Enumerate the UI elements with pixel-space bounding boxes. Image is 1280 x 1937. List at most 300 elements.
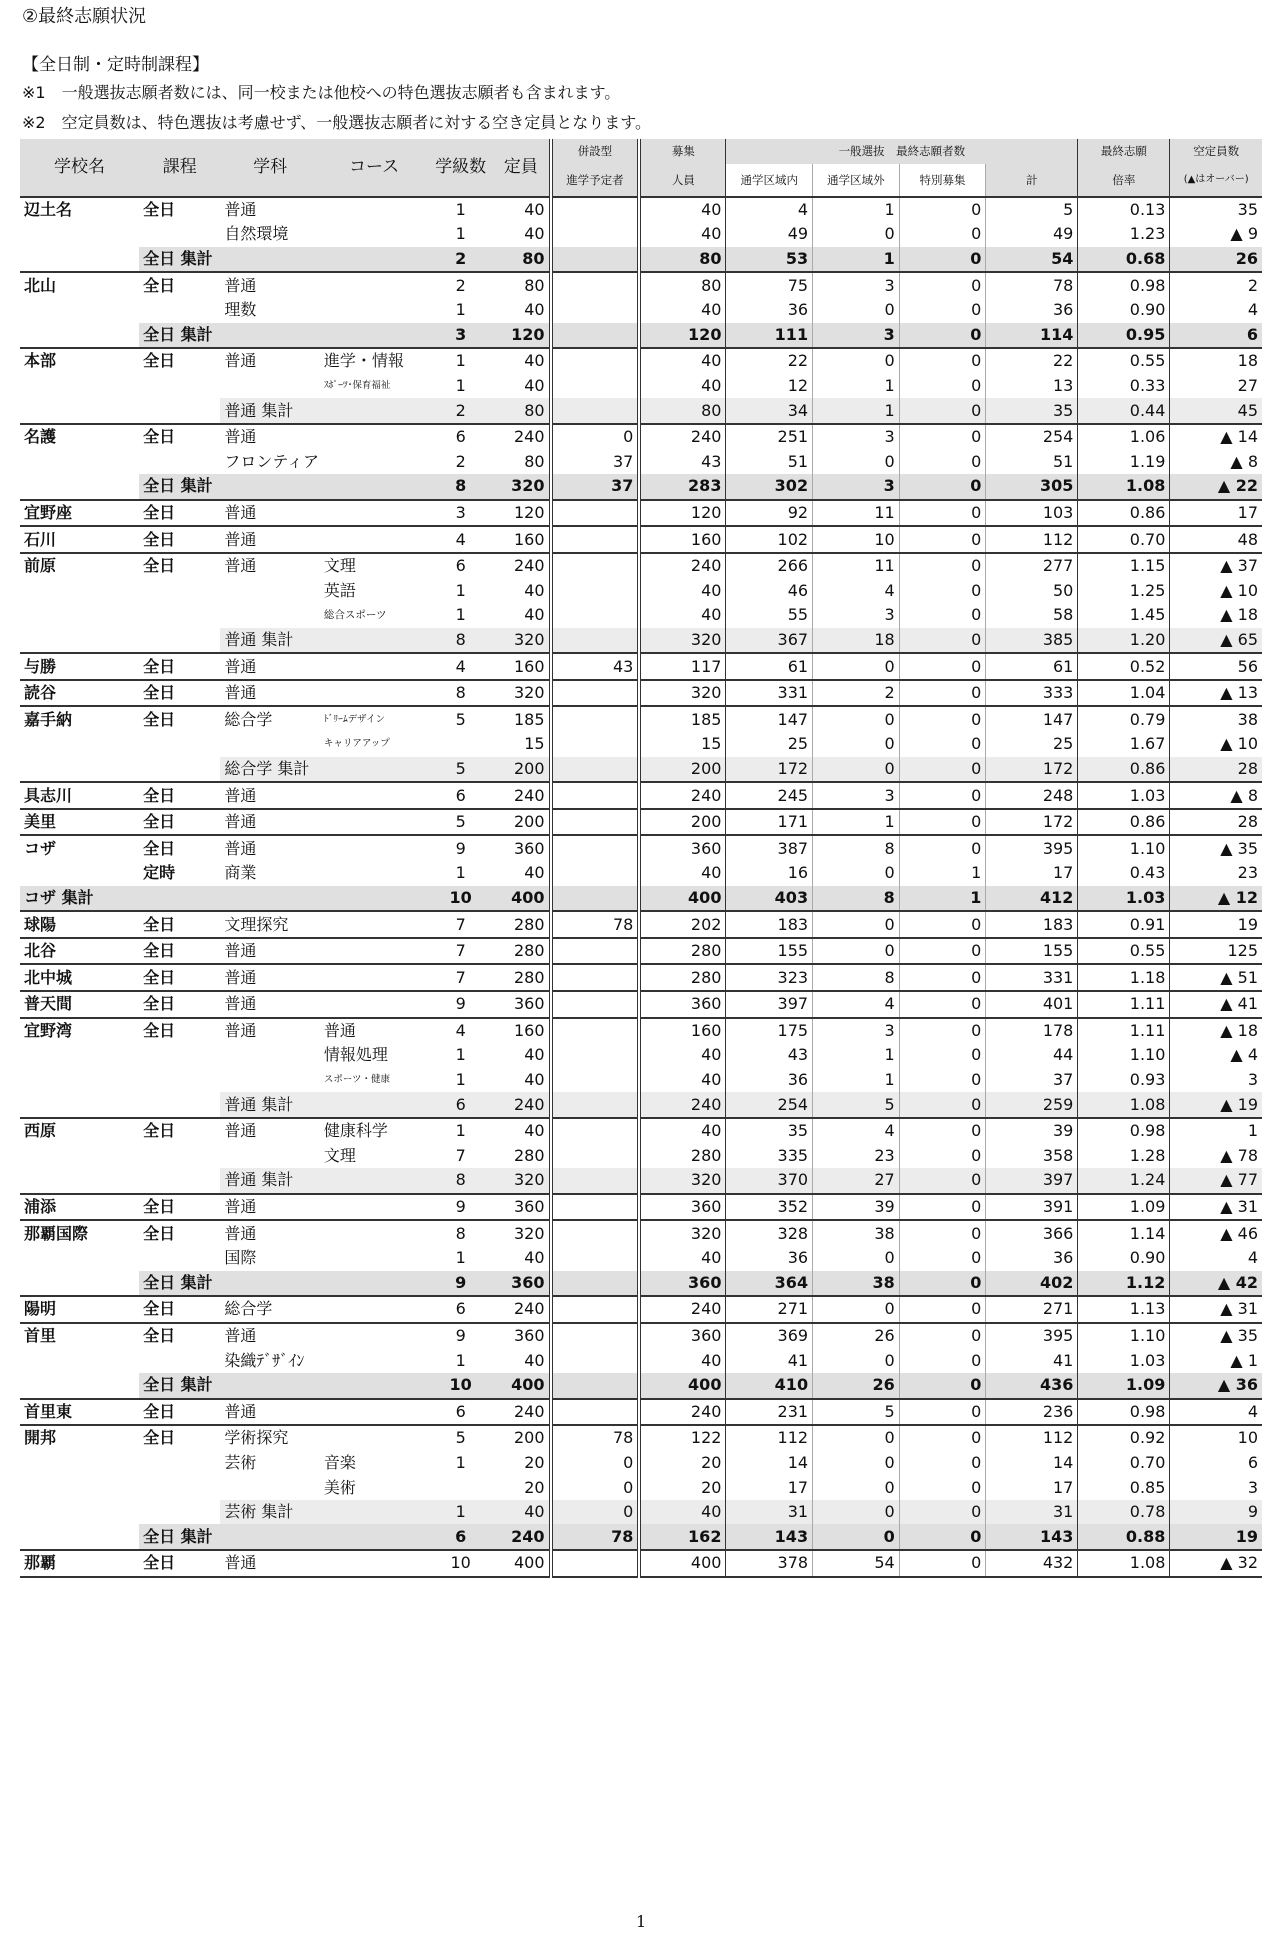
- school-name: [20, 222, 139, 247]
- table-row: [20, 680, 1262, 707]
- recruit-count: 40: [639, 603, 726, 628]
- recruit-count: 40: [639, 222, 726, 247]
- recruit-count: 40: [639, 1246, 726, 1271]
- vacancy-count: ▲ 10: [1170, 732, 1262, 757]
- school-name: 宜野湾: [20, 1018, 139, 1044]
- class-count: 1: [455, 863, 466, 883]
- recruit-count: 40: [639, 197, 726, 223]
- heisetsu-students: [551, 886, 640, 912]
- recruit-count: 80: [639, 272, 726, 298]
- table-row: [20, 298, 1262, 323]
- department: 普通: [220, 809, 320, 836]
- total-count: 331: [986, 964, 1078, 991]
- in-district-count: 378: [726, 1550, 813, 1577]
- total-count: 35: [986, 398, 1078, 424]
- class-count: 8: [428, 1168, 493, 1194]
- out-district-count: 1: [813, 374, 900, 399]
- in-district-count: 51: [726, 450, 813, 475]
- capacity: 240: [493, 424, 550, 450]
- department: [220, 474, 320, 500]
- vacancy-count: ▲ 35: [1170, 835, 1262, 861]
- course-type: 全日: [139, 272, 220, 298]
- course-name: [320, 938, 428, 965]
- applicant-status-table: [20, 139, 1262, 1578]
- out-district-count: 0: [813, 732, 900, 757]
- section-subtitle: 【全日制・定時制課程】: [22, 55, 209, 75]
- subtotal-label: 普通 集計: [220, 628, 320, 654]
- table-row: [20, 553, 1262, 579]
- in-district-count: 53: [726, 247, 813, 273]
- subtotal-label: 全日 集計: [139, 1271, 220, 1297]
- in-district-count: 323: [726, 964, 813, 991]
- total-count: 358: [986, 1144, 1078, 1169]
- school-name: [20, 323, 139, 349]
- total-count: 391: [986, 1194, 1078, 1221]
- capacity: 40: [493, 1118, 550, 1144]
- school-name: [20, 474, 139, 500]
- department: [220, 247, 320, 273]
- department: 普通: [220, 348, 320, 374]
- course-type: [139, 1348, 220, 1373]
- recruit-count: 117: [639, 653, 726, 680]
- total-count: 114: [986, 323, 1078, 349]
- department: [220, 886, 320, 912]
- heisetsu-students: [551, 732, 640, 757]
- course-type: [139, 374, 220, 399]
- course-type: 全日: [139, 424, 220, 450]
- course-name: [320, 1092, 428, 1118]
- in-district-count: 245: [726, 782, 813, 809]
- out-district-count: 1: [813, 197, 900, 223]
- vacancy-count: ▲ 8: [1170, 450, 1262, 475]
- capacity: 320: [493, 1168, 550, 1194]
- special-count: 0: [899, 222, 986, 247]
- course-name: [320, 1168, 428, 1194]
- capacity: 320: [493, 680, 550, 707]
- department: 普通: [220, 526, 320, 553]
- total-count: 178: [986, 1018, 1078, 1044]
- in-district-count: 254: [726, 1092, 813, 1118]
- special-count: 0: [899, 757, 986, 783]
- heisetsu-students: [551, 323, 640, 349]
- department: [220, 1271, 320, 1297]
- special-count: 0: [899, 1118, 986, 1144]
- total-count: 305: [986, 474, 1078, 500]
- department: [220, 374, 320, 399]
- table-row: [20, 991, 1262, 1018]
- class-count: 5: [428, 809, 493, 836]
- school-name: 開邦: [20, 1425, 139, 1451]
- school-name: [20, 1524, 139, 1550]
- recruit-count: 40: [639, 1348, 726, 1373]
- course-type: 全日: [139, 911, 220, 938]
- school-name: 美里: [20, 809, 139, 836]
- total-count: 333: [986, 680, 1078, 707]
- out-district-count: 4: [813, 579, 900, 604]
- application-ratio: 0.79: [1078, 706, 1170, 732]
- capacity: 200: [493, 757, 550, 783]
- department: [220, 1144, 320, 1169]
- vacancy-count: ▲ 8: [1170, 782, 1262, 809]
- course-type: 全日: [139, 991, 220, 1018]
- capacity: 20: [524, 1452, 545, 1472]
- special-count: 0: [899, 1524, 986, 1550]
- course-name: 進学・情報: [320, 348, 428, 374]
- out-district-count: 0: [813, 1246, 900, 1271]
- recruit-count: 80: [639, 247, 726, 273]
- class-count: 1: [428, 348, 493, 374]
- department: 普通: [220, 991, 320, 1018]
- class-count: 9: [428, 1194, 493, 1221]
- in-district-count: 266: [726, 553, 813, 579]
- total-count: 51: [986, 450, 1078, 475]
- capacity: 40: [524, 1350, 545, 1370]
- out-district-count: 11: [813, 500, 900, 527]
- table-row: [20, 964, 1262, 991]
- in-district-count: 302: [726, 474, 813, 500]
- course-name: [320, 450, 428, 475]
- course-name: [320, 247, 428, 273]
- subtotal-row: [20, 247, 1262, 273]
- course-name: [320, 886, 428, 912]
- department: 普通: [220, 782, 320, 809]
- out-district-count: 4: [813, 1118, 900, 1144]
- special-count: 0: [899, 809, 986, 836]
- recruit-count: 160: [639, 526, 726, 553]
- col-recruit-bottom: 人員: [639, 164, 726, 197]
- special-count: 0: [899, 474, 986, 500]
- capacity: 185: [493, 706, 550, 732]
- recruit-count: 400: [639, 1550, 726, 1577]
- total-count: 183: [986, 911, 1078, 938]
- school-name: 嘉手納: [20, 706, 139, 732]
- course-name: [320, 1246, 428, 1271]
- application-ratio: 0.13: [1078, 197, 1170, 223]
- table-row: [20, 1194, 1262, 1221]
- total-count: 277: [986, 553, 1078, 579]
- application-ratio: 1.19: [1078, 450, 1170, 475]
- total-count: 44: [986, 1043, 1078, 1068]
- application-ratio: 1.20: [1078, 628, 1170, 654]
- application-ratio: 0.68: [1078, 247, 1170, 273]
- department: 普通: [220, 1118, 320, 1144]
- in-district-count: 17: [726, 1475, 813, 1500]
- capacity: 160: [493, 1018, 550, 1044]
- out-district-count: 1: [813, 809, 900, 836]
- course-name: [320, 1524, 428, 1550]
- course-type: 全日: [139, 1194, 220, 1221]
- recruit-count: 240: [639, 1399, 726, 1426]
- vacancy-count: ▲ 1: [1170, 1348, 1262, 1373]
- out-district-count: 3: [813, 272, 900, 298]
- school-name: [20, 861, 139, 886]
- special-count: 0: [899, 1092, 986, 1118]
- school-name: [20, 1500, 139, 1525]
- class-count: 9: [428, 1271, 493, 1297]
- course-name: [320, 474, 428, 500]
- class-count: 1: [428, 1118, 493, 1144]
- total-count: 50: [986, 579, 1078, 604]
- heisetsu-students: [551, 526, 640, 553]
- course-name: スポーツ・健康: [323, 1074, 391, 1086]
- vacancy-count: ▲ 13: [1170, 680, 1262, 707]
- application-ratio: 1.28: [1078, 1144, 1170, 1169]
- special-count: 0: [899, 1425, 986, 1451]
- total-count: 147: [986, 706, 1078, 732]
- school-name: [20, 1271, 139, 1297]
- subtotal-label: 普通 集計: [220, 398, 320, 424]
- school-name: 北中城: [20, 964, 139, 991]
- school-name: [20, 757, 139, 783]
- total-count: 25: [986, 732, 1078, 757]
- school-name: 西原: [20, 1118, 139, 1144]
- recruit-count: 40: [639, 298, 726, 323]
- recruit-count: 360: [639, 1194, 726, 1221]
- total-count: 36: [986, 298, 1078, 323]
- col-course-name: コース: [320, 139, 428, 197]
- in-district-count: 410: [726, 1373, 813, 1399]
- subtotal-label: 全日 集計: [139, 247, 220, 273]
- heisetsu-students: [551, 1323, 640, 1349]
- heisetsu-students: 0: [551, 424, 640, 450]
- class-count: 2: [428, 398, 493, 424]
- col-general-group: 一般選抜 最終志願者数: [726, 139, 1078, 164]
- out-district-count: 18: [813, 628, 900, 654]
- course-type: [139, 886, 220, 912]
- course-name: 総合スポーツ: [323, 609, 387, 622]
- school-name: [20, 1168, 139, 1194]
- out-district-count: 0: [813, 653, 900, 680]
- recruit-count: 320: [639, 680, 726, 707]
- application-ratio: 1.18: [1078, 964, 1170, 991]
- table-row: [20, 1246, 1262, 1271]
- special-count: 0: [899, 732, 986, 757]
- course-type: 全日: [139, 553, 220, 579]
- out-district-count: 0: [813, 861, 900, 886]
- course-name: キャリアアップ: [323, 738, 390, 750]
- department: 普通: [220, 964, 320, 991]
- class-count: 10: [428, 886, 493, 912]
- recruit-count: 400: [639, 886, 726, 912]
- col-ratio-top: 最終志願: [1078, 139, 1170, 164]
- in-district-count: 328: [726, 1220, 813, 1246]
- in-district-count: 22: [726, 348, 813, 374]
- capacity: 160: [493, 653, 550, 680]
- table-row: [20, 450, 1262, 475]
- school-name: [20, 398, 139, 424]
- total-count: 5: [986, 197, 1078, 223]
- department: [220, 732, 320, 757]
- heisetsu-students: 0: [551, 1475, 640, 1500]
- total-count: 58: [986, 603, 1078, 628]
- heisetsu-students: [551, 1220, 640, 1246]
- school-name: [20, 628, 139, 654]
- heisetsu-students: 43: [551, 653, 640, 680]
- out-district-count: 0: [813, 1451, 900, 1476]
- subtotal-row: [20, 1092, 1262, 1118]
- total-count: 385: [986, 628, 1078, 654]
- class-count: 8: [428, 474, 493, 500]
- capacity: 40: [524, 863, 545, 883]
- capacity: 280: [514, 1145, 545, 1165]
- total-count: 402: [986, 1271, 1078, 1297]
- special-count: 0: [899, 1348, 986, 1373]
- note-2: ※2 空定員数は、特色選抜は考慮せず、一般選抜志願者に対する空き定員となります。: [22, 113, 652, 132]
- out-district-count: 8: [813, 886, 900, 912]
- table-row: [20, 861, 1262, 886]
- class-count: 5: [428, 706, 493, 732]
- application-ratio: 0.90: [1078, 1246, 1170, 1271]
- vacancy-count: 19: [1170, 911, 1262, 938]
- heisetsu-students: [551, 1043, 640, 1068]
- course-type: [139, 1144, 220, 1169]
- special-count: 0: [899, 526, 986, 553]
- subtotal-label: 普通 集計: [220, 1168, 320, 1194]
- department: 芸術: [224, 1452, 257, 1472]
- application-ratio: 0.33: [1078, 374, 1170, 399]
- special-count: 0: [899, 1144, 986, 1169]
- heisetsu-students: [551, 247, 640, 273]
- class-count: 7: [428, 964, 493, 991]
- vacancy-count: ▲ 46: [1170, 1220, 1262, 1246]
- vacancy-count: ▲ 12: [1170, 886, 1262, 912]
- subtotal-label: 全日 集計: [139, 1373, 220, 1399]
- recruit-count: 400: [639, 1373, 726, 1399]
- recruit-count: 283: [639, 474, 726, 500]
- table-row: [20, 1323, 1262, 1349]
- class-count: 1: [455, 605, 466, 625]
- vacancy-count: ▲ 31: [1170, 1194, 1262, 1221]
- capacity: 320: [493, 1220, 550, 1246]
- special-count: 0: [899, 348, 986, 374]
- capacity: 40: [524, 224, 545, 244]
- heisetsu-students: [551, 1348, 640, 1373]
- capacity: 80: [493, 398, 550, 424]
- application-ratio: 1.09: [1078, 1194, 1170, 1221]
- table-row: [20, 911, 1262, 938]
- school-name: 石川: [20, 526, 139, 553]
- class-count: 10: [428, 1373, 493, 1399]
- course-name: [320, 1373, 428, 1399]
- in-district-count: 112: [726, 1425, 813, 1451]
- school-name: 北山: [20, 272, 139, 298]
- vacancy-count: 28: [1170, 809, 1262, 836]
- capacity: 40: [524, 376, 545, 396]
- out-district-count: 1: [813, 1043, 900, 1068]
- special-count: 0: [899, 1550, 986, 1577]
- course-name: [320, 1500, 428, 1525]
- in-district-count: 251: [726, 424, 813, 450]
- heisetsu-students: [551, 500, 640, 527]
- heisetsu-students: [551, 1144, 640, 1169]
- total-count: 13: [986, 374, 1078, 399]
- in-district-count: 35: [726, 1118, 813, 1144]
- heisetsu-students: [551, 938, 640, 965]
- special-count: 0: [899, 197, 986, 223]
- class-count: 8: [428, 628, 493, 654]
- in-district-count: 111: [726, 323, 813, 349]
- course-name: 音楽: [323, 1452, 356, 1472]
- course-type: [139, 1068, 220, 1093]
- table-row: [20, 1475, 1262, 1500]
- subtotal-label: 全日 集計: [139, 1524, 220, 1550]
- school-name: 球陽: [20, 911, 139, 938]
- recruit-count: 40: [639, 861, 726, 886]
- col-ratio-bottom: 倍率: [1078, 164, 1170, 197]
- vacancy-count: ▲ 10: [1170, 579, 1262, 604]
- course-name: [320, 272, 428, 298]
- out-district-count: 1: [813, 1068, 900, 1093]
- class-count: 2: [455, 451, 466, 471]
- vacancy-count: 18: [1170, 348, 1262, 374]
- special-count: 0: [899, 835, 986, 861]
- out-district-count: 3: [813, 1018, 900, 1044]
- vacancy-count: ▲ 9: [1170, 222, 1262, 247]
- capacity: 40: [524, 580, 545, 600]
- application-ratio: 0.92: [1078, 1425, 1170, 1451]
- school-name: 本部: [20, 348, 139, 374]
- course-type: [139, 1451, 220, 1476]
- recruit-count: 240: [639, 1296, 726, 1323]
- special-count: 0: [899, 1018, 986, 1044]
- school-name: 首里東: [20, 1399, 139, 1426]
- application-ratio: 0.55: [1078, 348, 1170, 374]
- recruit-count: 120: [639, 323, 726, 349]
- table-row: [20, 222, 1262, 247]
- application-ratio: 0.98: [1078, 1399, 1170, 1426]
- application-ratio: 1.03: [1078, 782, 1170, 809]
- table-row: [20, 1296, 1262, 1323]
- course-name: ﾄﾞﾘｰﾑデザイン: [320, 706, 428, 732]
- capacity: 320: [493, 628, 550, 654]
- in-district-count: 36: [726, 1246, 813, 1271]
- out-district-count: 0: [813, 1348, 900, 1373]
- recruit-count: 240: [639, 1092, 726, 1118]
- total-count: 432: [986, 1550, 1078, 1577]
- special-count: 0: [899, 603, 986, 628]
- application-ratio: 1.12: [1078, 1271, 1170, 1297]
- application-ratio: 1.04: [1078, 680, 1170, 707]
- vacancy-count: ▲ 18: [1170, 603, 1262, 628]
- recruit-count: 40: [639, 348, 726, 374]
- department: 普通: [220, 197, 320, 223]
- course-name: [320, 757, 428, 783]
- application-ratio: 1.10: [1078, 1323, 1170, 1349]
- school-name: [20, 1092, 139, 1118]
- table-row: [20, 1348, 1262, 1373]
- in-district-count: 41: [726, 1348, 813, 1373]
- table-row: [20, 579, 1262, 604]
- out-district-count: 2: [813, 680, 900, 707]
- application-ratio: 1.11: [1078, 1018, 1170, 1044]
- class-count: 1: [428, 197, 493, 223]
- class-count: 1: [455, 1248, 466, 1268]
- out-district-count: 0: [813, 1425, 900, 1451]
- capacity: 360: [493, 1194, 550, 1221]
- vacancy-count: ▲ 41: [1170, 991, 1262, 1018]
- school-name: [20, 579, 139, 604]
- course-type: 全日: [139, 1425, 220, 1451]
- course-type: 定時: [143, 863, 176, 883]
- course-type: [139, 1475, 220, 1500]
- capacity: 360: [493, 991, 550, 1018]
- capacity: 400: [493, 1373, 550, 1399]
- class-count: 4: [428, 526, 493, 553]
- course-type: 全日: [139, 680, 220, 707]
- vacancy-count: 38: [1170, 706, 1262, 732]
- out-district-count: 10: [813, 526, 900, 553]
- in-district-count: 397: [726, 991, 813, 1018]
